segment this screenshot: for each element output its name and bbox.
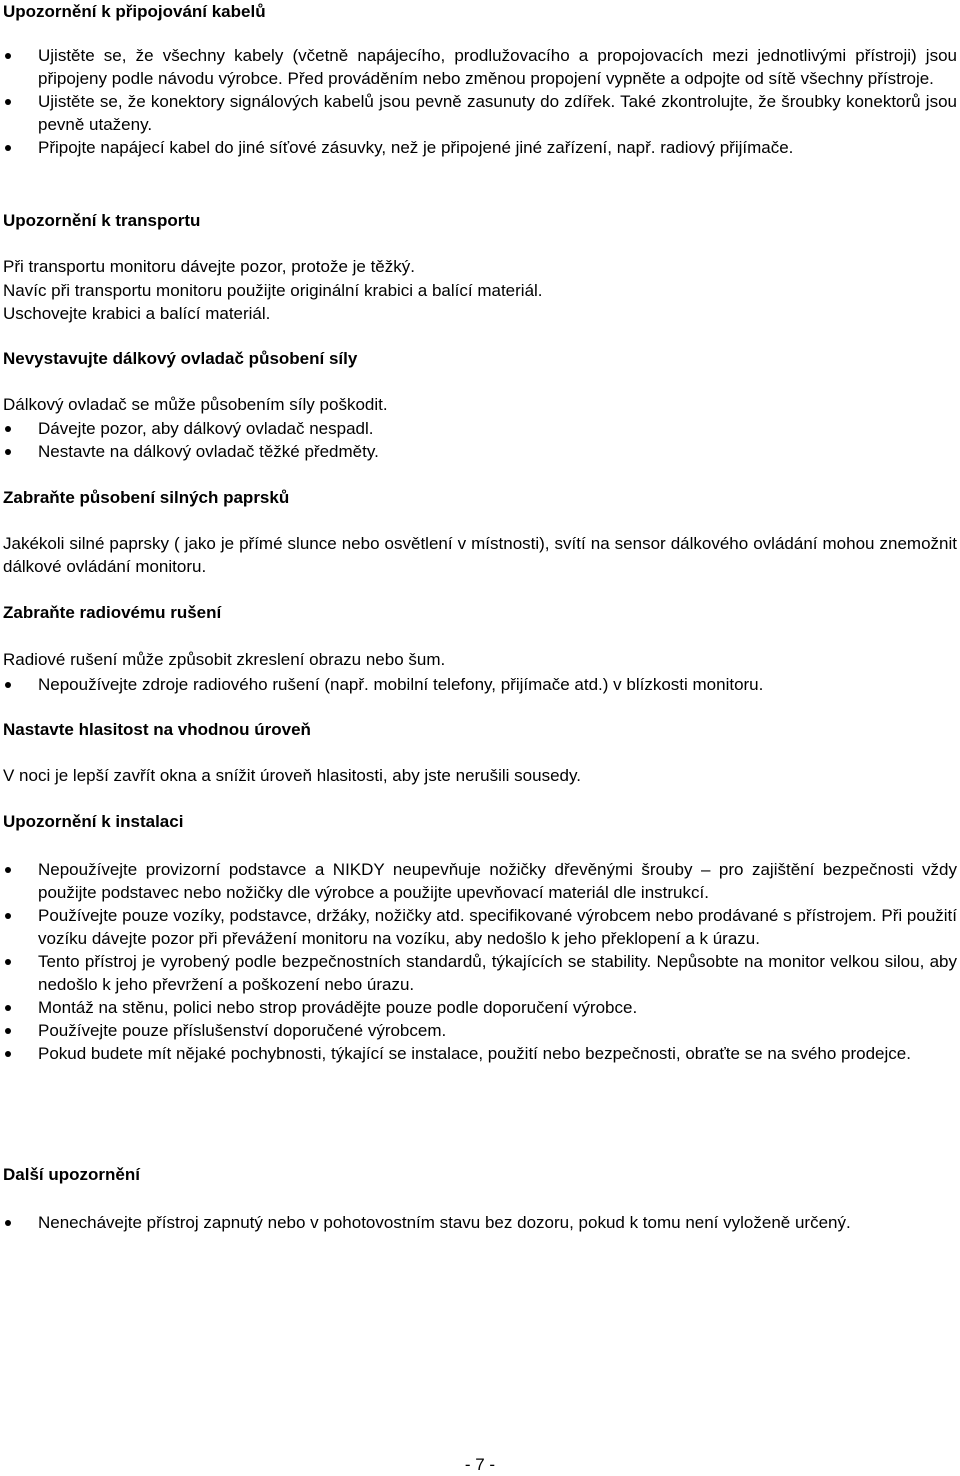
bullet-list-radio-interference (3, 673, 957, 696)
section-heading-transport: Upozornění k transportu (3, 211, 201, 230)
list-item: Používejte pouze vozíky, podstavce, držáky, nožičky atd. specifikované výrobcem nebo prodávané s přístrojem. Při použití vozíku dávejte pozor při převážení monitoru na vozíku, aby nedošlo k jeho překlopení a k úrazu. (3, 904, 957, 950)
bullet-icon (5, 913, 11, 919)
paragraph-line: Navíc při transportu monitoru použijte originální krabici a balící materiál. (3, 281, 543, 300)
list-item: Ujistěte se, že konektory signálových kabelů jsou pevně zasunuty do zdířek. Také zkontrolujte, že šroubky konektorů jsou pevně utaženy. (3, 90, 957, 136)
bullet-icon (5, 682, 11, 688)
bullet-list-remote-force (3, 417, 957, 463)
list-item: Připojte napájecí kabel do jiné síťové zásuvky, než je připojené jiné zařízení, např. radiový přijímače. (3, 136, 957, 159)
page-number: - 7 - (464, 1455, 496, 1474)
list-item: Nepoužívejte provizorní podstavce a NIKDY neupevňuje nožičky dřevěnými šrouby – pro zajištění bezpečnosti vždy použijte podstavec nebo nožičky dle výrobce a použijte upevňovací materiál dle instrukcí. (3, 858, 957, 904)
paragraph-line: Při transportu monitoru dávejte pozor, protože je těžký. (3, 257, 415, 276)
paragraph-line: Uschovejte krabici a balící materiál. (3, 304, 271, 323)
list-item: Nestavte na dálkový ovladač těžké předměty. (3, 440, 957, 463)
section-heading-radio-interference: Zabraňte radiovému rušení (3, 603, 222, 622)
bullet-icon (5, 449, 11, 455)
section-heading-other-warnings: Další upozornění (3, 1165, 140, 1184)
bullet-icon (5, 959, 11, 965)
section-heading-remote-force: Nevystavujte dálkový ovladač působení síly (3, 349, 358, 368)
bullet-list-cable-connection (3, 44, 957, 159)
bullet-icon (5, 1051, 11, 1057)
paragraph: Dálkový ovladač se může působením síly poškodit. (3, 395, 388, 414)
paragraph: V noci je lepší zavřít okna a snížit úroveň hlasitosti, aby jste nerušili sousedy. (3, 766, 581, 785)
list-item: Tento přístroj je vyrobený podle bezpečnostních standardů, týkajících se stability. Nepůsobte na monitor velkou silou, aby nedošlo k jeho převržení a poškození nebo úrazu. (3, 950, 957, 996)
paragraph: Radiové rušení může způsobit zkreslení obrazu nebo šum. (3, 650, 446, 669)
bullet-icon (5, 1028, 11, 1034)
list-item: Ujistěte se, že všechny kabely (včetně napájecího, prodlužovacího a propojovacích mezi jednotlivými přístroji) jsou připojeny podle návodu výrobce. Před prováděním nebo změnou propojení vypněte a odpojte od sítě všechny přístroje. (3, 44, 957, 90)
list-item: Nepoužívejte zdroje radiového rušení (např. mobilní telefony, přijímače atd.) v blízkosti monitoru. (3, 673, 957, 696)
list-item: Nenechávejte přístroj zapnutý nebo v pohotovostním stavu bez dozoru, pokud k tomu není vyloženě určený. (3, 1211, 957, 1234)
bullet-icon (5, 99, 11, 105)
bullet-icon (5, 1220, 11, 1226)
section-heading-cable-connection: Upozornění k připojování kabelů (3, 2, 266, 21)
paragraph: Jakékoli silné paprsky ( jako je přímé slunce nebo osvětlení v místnosti), svítí na sensor dálkového ovládání mohou znemožnit dálkové ovládání monitoru. (3, 534, 957, 576)
bullet-icon (5, 867, 11, 873)
list-item: Pokud budete mít nějaké pochybnosti, týkající se instalace, použití nebo bezpečnosti, obraťte se na svého prodejce. (3, 1042, 957, 1065)
bullet-list-installation (3, 858, 957, 1065)
list-item: Dávejte pozor, aby dálkový ovladač nespadl. (3, 417, 957, 440)
bullet-icon (5, 426, 11, 432)
section-heading-installation: Upozornění k instalaci (3, 812, 184, 831)
list-item: Montáž na stěnu, polici nebo strop provádějte pouze podle doporučení výrobce. (3, 996, 957, 1019)
bullet-icon (5, 1005, 11, 1011)
list-item: Používejte pouze příslušenství doporučené výrobcem. (3, 1019, 957, 1042)
section-heading-volume: Nastavte hlasitost na vhodnou úroveň (3, 720, 311, 739)
bullet-icon (5, 145, 11, 151)
bullet-icon (5, 53, 11, 59)
section-heading-strong-rays: Zabraňte působení silných paprsků (3, 488, 290, 507)
bullet-list-other-warnings (3, 1211, 957, 1234)
